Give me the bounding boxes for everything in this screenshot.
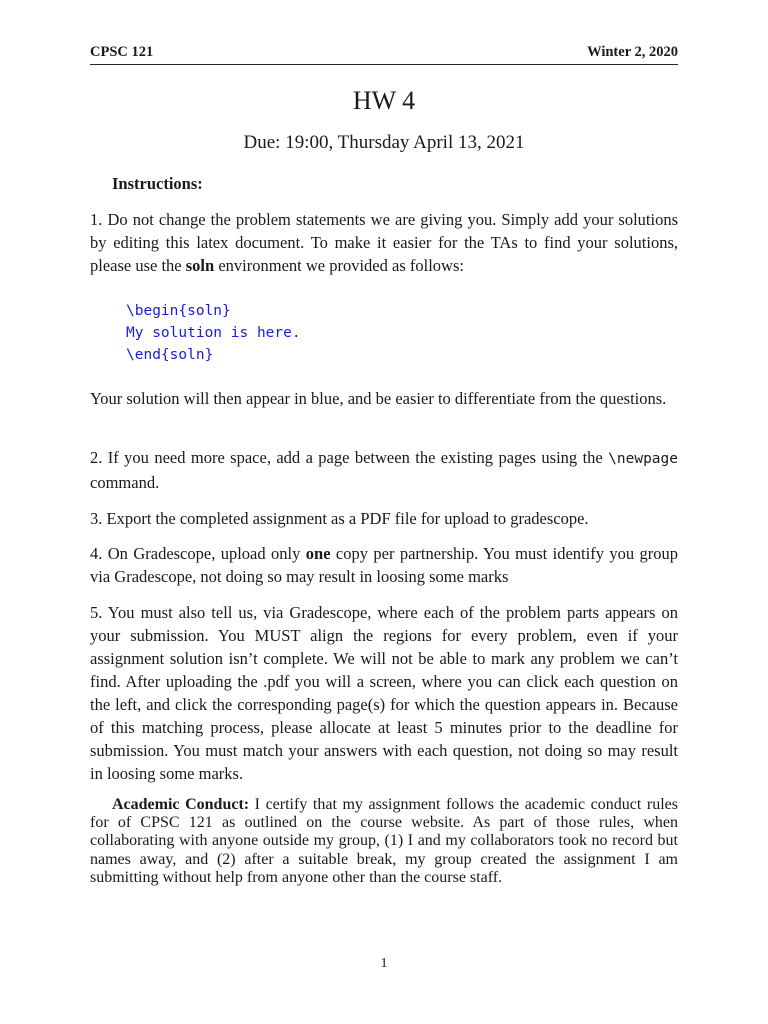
instruction-item-1 bbox=[90, 208, 678, 277]
instruction-item-4 bbox=[90, 542, 678, 588]
document-title: HW 4 bbox=[352, 86, 416, 115]
code-example bbox=[126, 300, 301, 366]
newpage-command: \newpage bbox=[608, 451, 678, 467]
term-label: Winter 2, 2020 bbox=[587, 44, 678, 60]
page-header bbox=[90, 44, 678, 66]
instruction-item-1-text: 1. Do not change the problem statements we are giving you. Simply add your solutions by editing this latex document. To make it easier for the TAs to find your solutions, please use the bbox=[90, 210, 678, 275]
page-number: 1 bbox=[380, 956, 388, 971]
code-line-end: \end{soln} bbox=[126, 347, 214, 363]
instruction-item-5: 5. You must also tell us, via Gradescope, where each of the problem parts appears on your submission. You MUST align the regions for every problem, even if your assignment solution isn’t complete. We will not be able to mark any problem we can’t find. After uploading the .pdf you will a screen, where you can click each question on the left, and click the corresponding page(s) for which the question appears in. Because of this matching process, please allocate at least 5 minutes prior to the deadline for submission. You must match your answers with each question, not doing so may result in loosing some marks. bbox=[90, 603, 678, 783]
instructions-heading: Instructions: bbox=[112, 174, 203, 193]
instruction-item-2-text: 2. If you need more space, add a page between the existing pages using the bbox=[90, 448, 609, 467]
course-code: CPSC 121 bbox=[90, 44, 154, 60]
academic-conduct-text: I certify that my assignment follows the academic conduct rules for of CPSC 121 as outlined on the course website. As part of those rules, when collaborating with anyone outside my group, (1) I and my collaborators took no record but names away, and (2) after a suitable break, my group created the assignment I am submitting without help from anyone other than the course staff. bbox=[90, 796, 678, 886]
one-emphasis: one bbox=[305, 544, 331, 563]
instruction-item-2 bbox=[90, 446, 678, 494]
instruction-item-4-text: 4. On Gradescope, upload only bbox=[90, 544, 306, 563]
solution-color-note: Your solution will then appear in blue, and be easier to differentiate from the questions. bbox=[90, 389, 667, 408]
due-date: Due: 19:00, Thursday April 13, 2021 bbox=[243, 132, 525, 153]
code-line-solution: My solution is here. bbox=[126, 325, 301, 341]
instruction-item-3: 3. Export the completed assignment as a PDF file for upload to gradescope. bbox=[90, 509, 589, 528]
academic-conduct-label: Academic Conduct: bbox=[112, 796, 250, 813]
header-rule bbox=[90, 64, 678, 65]
instruction-item-1-tail: environment we provided as follows: bbox=[214, 256, 464, 275]
academic-conduct-statement bbox=[90, 796, 678, 887]
instruction-item-2-tail: command. bbox=[90, 473, 160, 492]
soln-keyword: soln bbox=[185, 256, 215, 275]
code-line-begin: \begin{soln} bbox=[126, 303, 231, 319]
instruction-item-4-tail: copy per partnership. You must identify you group via Gradescope, not doing so may result in loosing some marks bbox=[90, 544, 678, 586]
